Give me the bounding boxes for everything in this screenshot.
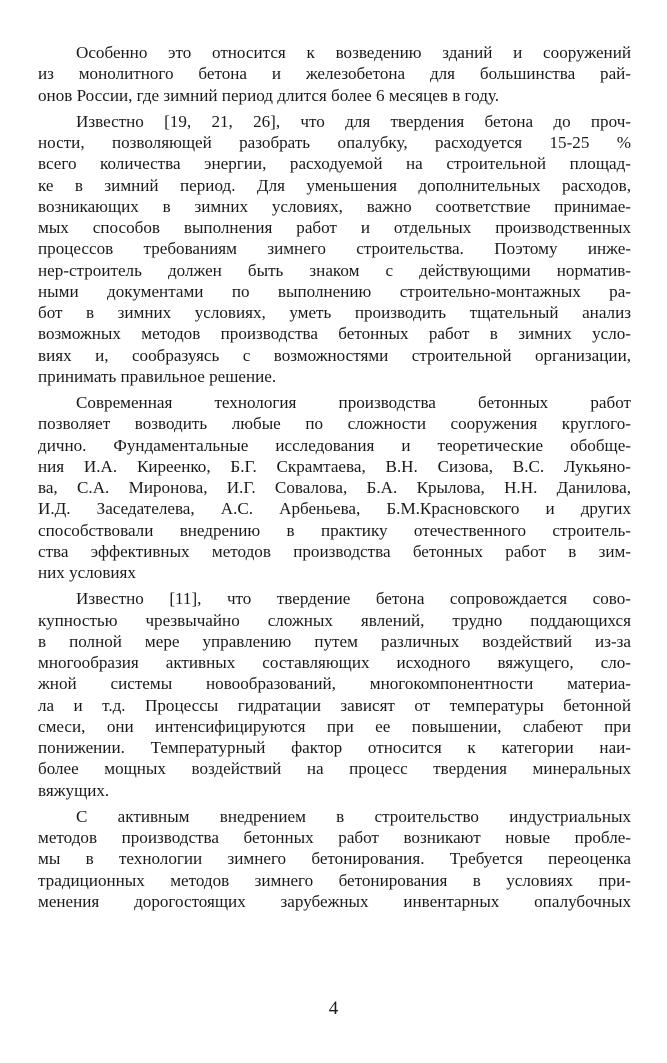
- text-line: жной системы новообразований, многокомпонентности материа-: [38, 674, 631, 694]
- text-line: С активным внедрением в строительство индустриальных: [76, 806, 631, 826]
- text-line: дично. Фундаментальные исследования и теоретические обобще-: [38, 435, 631, 455]
- paragraph: [38, 806, 631, 912]
- text-line: онов России, где зимний период длится более 6 месяцев в году.: [38, 85, 500, 105]
- text-line: ла и т.д. Процессы гидратации зависят от температуры бетонной: [38, 695, 631, 715]
- text-line: них условиях: [38, 563, 136, 582]
- text-line: понижении. Температурный фактор относится к категории наи-: [38, 738, 631, 757]
- text-line: ства эффективных методов производства бетонных работ в зим-: [38, 541, 631, 561]
- text-line: возможных методов производства бетонных работ в зимних усло-: [38, 324, 631, 344]
- text-line: мых способов выполнения работ и отдельных производственных: [38, 218, 631, 237]
- text-line: И.Д. Заседателева, А.С. Арбеньева, Б.М.Красновского и других: [38, 499, 631, 519]
- text-line: Известно [19, 21, 26], что для твердения бетона до проч-: [76, 111, 631, 131]
- text-line: ности, позволяющей разобрать опалубку, расходуется 15-25 %: [38, 133, 631, 152]
- text-line: мы в технологии зимнего бетонирования. Требуется переоценка: [38, 849, 631, 869]
- text-line: более мощных воздействий на процесс твердения минеральных: [38, 759, 631, 779]
- text-line: бот в зимних условиях, уметь производить тщательный анализ: [38, 303, 631, 322]
- text-line: Особенно это относится к возведению зданий и сооружений: [76, 43, 631, 62]
- text-line: виях и, сообразуясь с возможностями строительной организации,: [38, 345, 631, 365]
- text-line: традиционных методов зимнего бетонирования в условиях при-: [38, 870, 631, 890]
- paragraph: [38, 392, 631, 583]
- paragraph: [38, 42, 631, 106]
- text-line: вяжущих.: [38, 780, 110, 800]
- text-line: Современная технология производства бетонных работ: [76, 393, 631, 412]
- text-line: многообразия активных составляющих исходного вяжущего, сло-: [38, 653, 631, 672]
- text-line: нер-строитель должен быть знаком с действующими норматив-: [38, 260, 631, 280]
- text-line: Известно [11], что твердение бетона сопровождается сово-: [76, 589, 631, 609]
- text-line: из монолитного бетона и железобетона для большинства рай-: [38, 64, 631, 84]
- paragraph: [38, 111, 631, 387]
- text-line: ке в зимний период. Для уменьшения дополнительных расходов,: [38, 175, 631, 195]
- text-line: позволяет возводить любые по сложности сооружения круглого-: [38, 414, 631, 434]
- text-line: процессов требованиям зимнего строительства. Поэтому инже-: [38, 239, 631, 259]
- text-line: возникающих в зимних условиях, важно соответствие принимае-: [38, 196, 631, 216]
- text-line: менения дорогостоящих зарубежных инвентарных опалубочных: [38, 891, 631, 911]
- page-body: [38, 42, 631, 917]
- text-line: ными документами по выполнению строительно-монтажных ра-: [38, 281, 631, 301]
- page-number: 4: [328, 998, 339, 1019]
- text-line: в полной мере управлению путем различных воздействий из-за: [38, 631, 631, 651]
- text-line: способствовали внедрению в практику отечественного строитель-: [38, 520, 631, 540]
- text-line: принимать правильное решение.: [38, 366, 277, 386]
- text-line: ния И.А. Киреенко, Б.Г. Скрамтаева, В.Н. Сизова, В.С. Лукьяно-: [38, 456, 631, 476]
- text-line: купностью чрезвычайно сложных явлений, трудно поддающихся: [38, 610, 631, 630]
- paragraph: [38, 588, 631, 801]
- text-line: смеси, они интенсифицируются при ее повышении, слабеют при: [38, 716, 631, 736]
- text-line: всего количества энергии, расходуемой на строительной площад-: [38, 154, 631, 174]
- text-line: ва, С.А. Миронова, И.Г. Совалова, Б.А. Крылова, Н.Н. Данилова,: [38, 478, 631, 497]
- text-line: методов производства бетонных работ возникают новые пробле-: [38, 828, 631, 847]
